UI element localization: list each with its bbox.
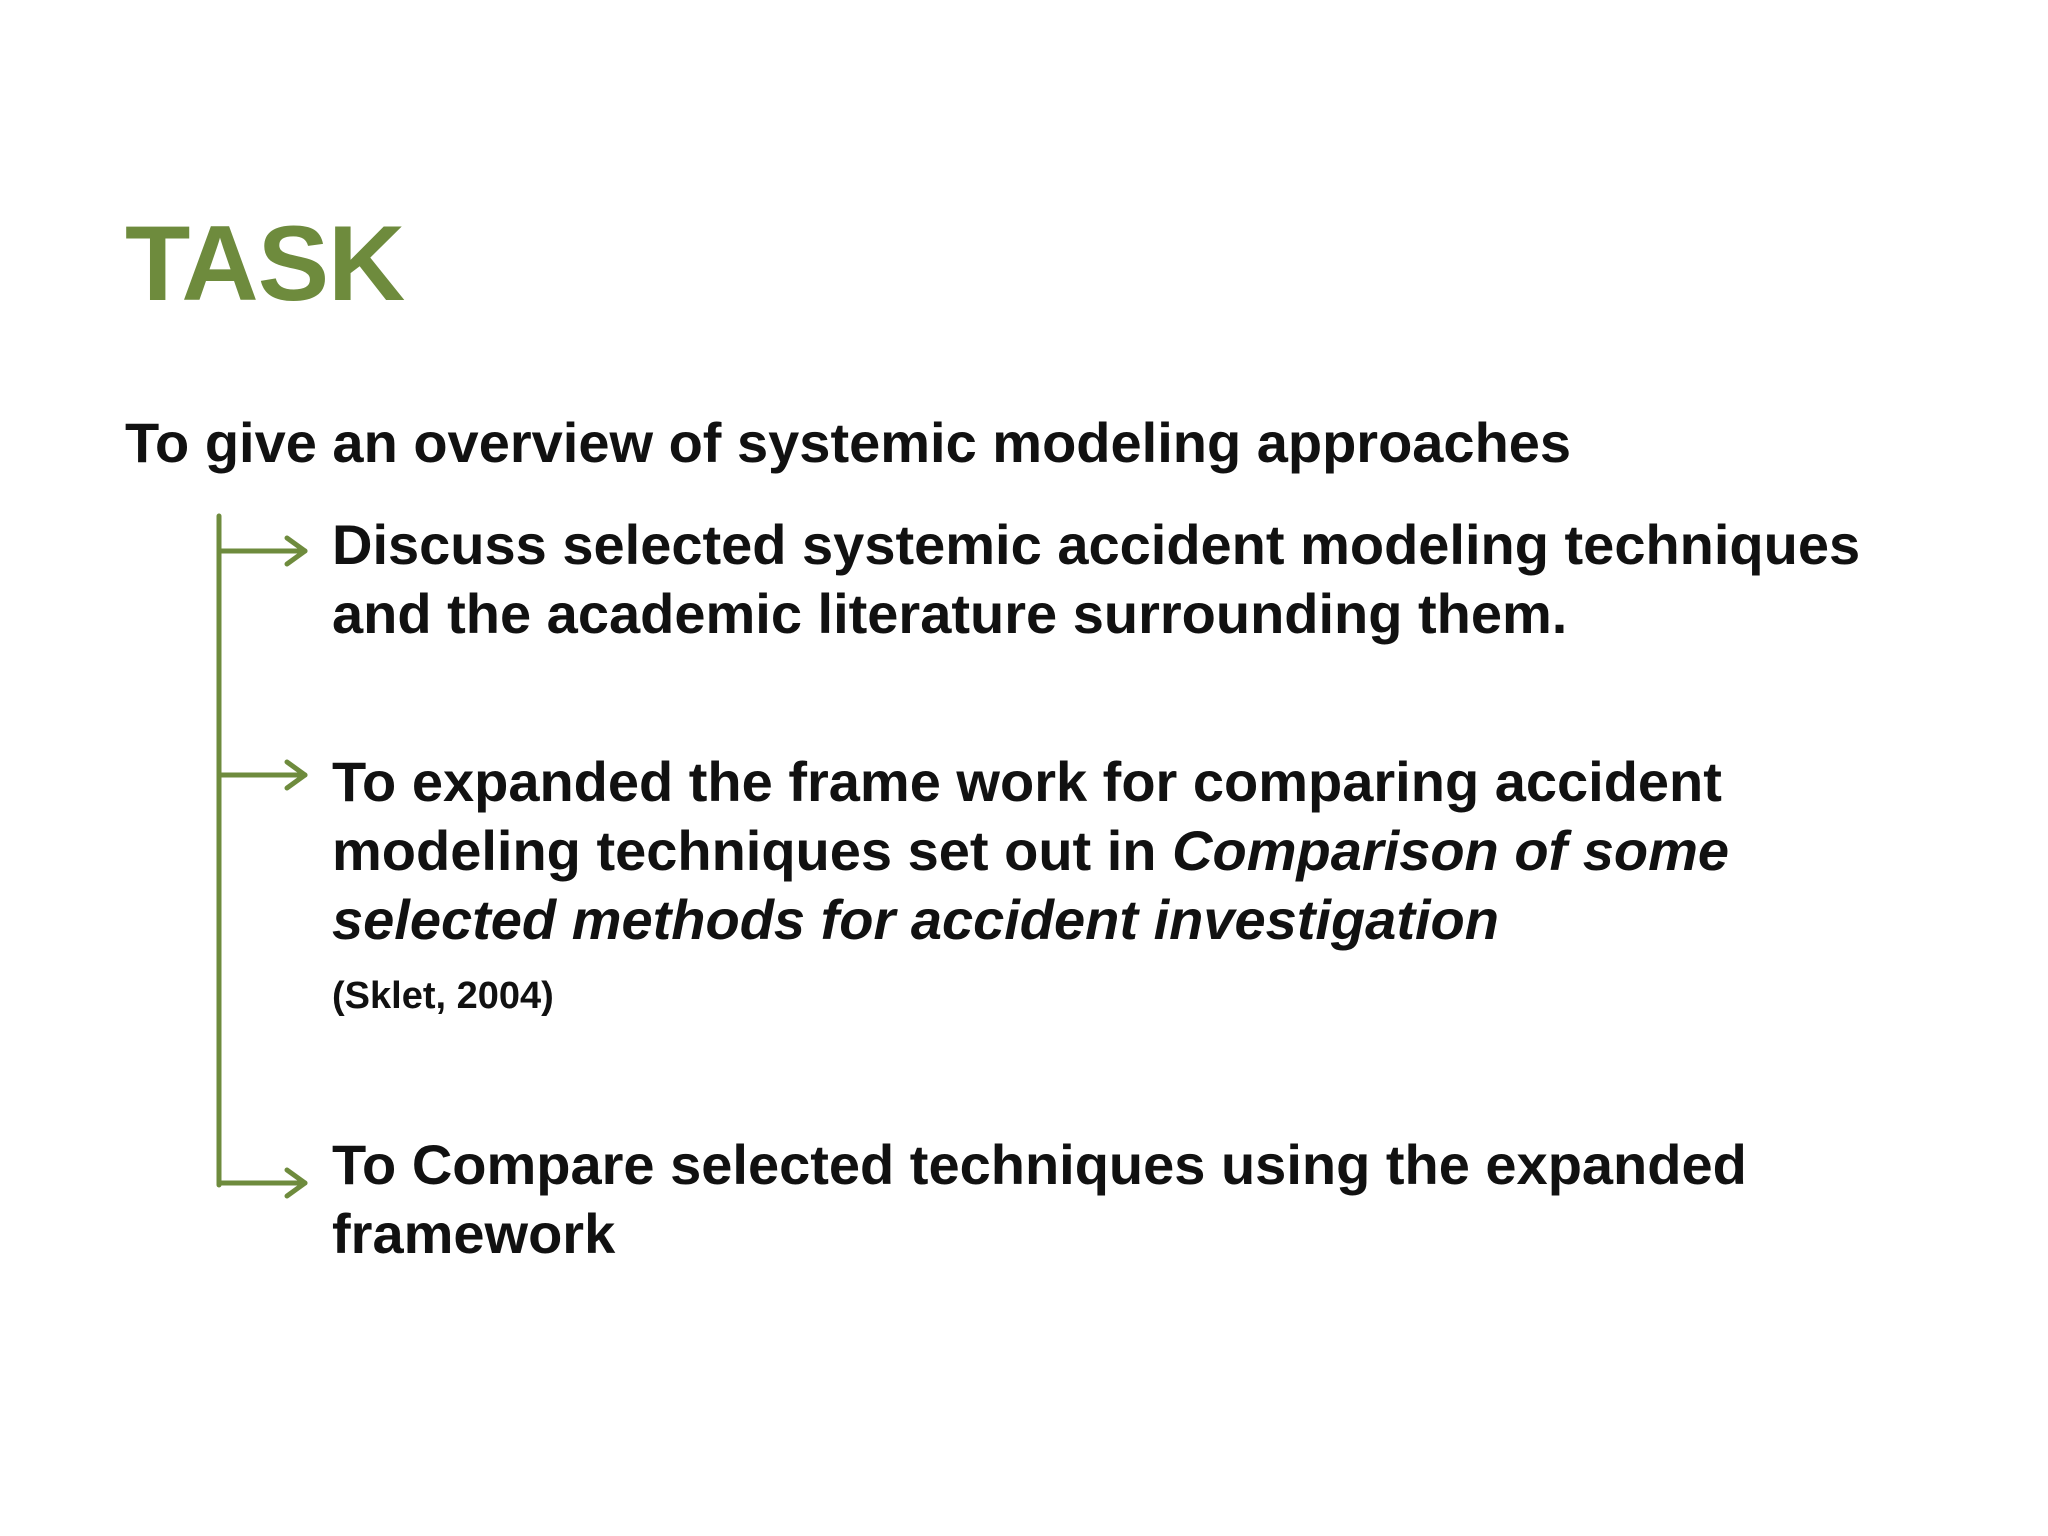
arrow-icon-3 <box>219 1170 305 1196</box>
task-item-expand <box>332 747 1892 954</box>
task-item-expand-text: To expanded the frame work for comparing accident modeling techniques set out in <box>332 750 1722 882</box>
lead-statement: To give an overview of systemic modeling approaches <box>125 411 1572 474</box>
arrow-icon-2 <box>219 762 305 788</box>
citation: (Sklet, 2004) <box>332 975 554 1017</box>
task-item-compare: To Compare selected techniques using the expanded framework <box>332 1133 1747 1265</box>
arrow-icon-1 <box>219 538 305 564</box>
task-item-discuss: Discuss selected systemic accident modeling techniques and the academic literature surrounding them. <box>332 513 1861 645</box>
slide-title: TASK <box>125 203 405 323</box>
cited-work-title: Comparison of some selected methods for accident investigation <box>332 819 1730 951</box>
